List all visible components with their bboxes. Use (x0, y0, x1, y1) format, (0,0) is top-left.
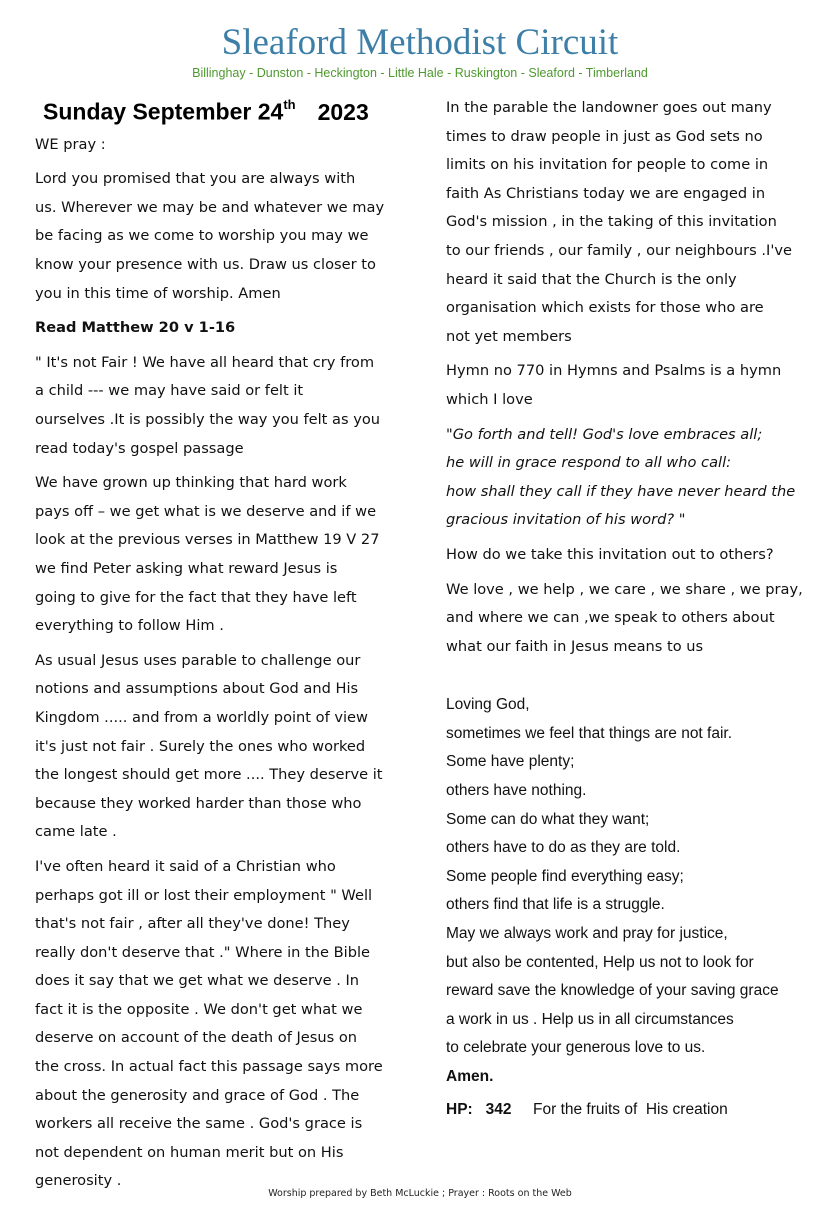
closing-prayer (446, 691, 816, 1063)
hymn-quote (446, 421, 816, 535)
text-line: sometimes we feel that things are not fair. (446, 724, 733, 742)
masthead (0, 22, 840, 80)
text-line: everything to follow Him . (35, 617, 224, 635)
text-line: God's mission , in the taking of this invitation (446, 213, 777, 231)
text-line: to celebrate your generous love to us. (446, 1039, 706, 1057)
hymn-intro (446, 357, 816, 414)
text-line: look at the previous verses in Matthew 19 V 27 (35, 531, 380, 549)
text-line: which I love (446, 390, 533, 408)
text-line: to our friends , our family , our neighbours .I've (446, 241, 792, 259)
text-line: Kingdom ..... and from a worldly point of view (35, 708, 368, 726)
text-line: perhaps got ill or lost their employment " Well (35, 886, 373, 904)
text-line: pays off – we get what is we deserve and if we (35, 502, 377, 520)
final-hymn-title: For the fruits of His creation (511, 1100, 728, 1118)
text-line: the longest should get more .... They deserve it (35, 766, 383, 784)
text-line: really don't deserve that ." Where in the Bible (35, 943, 370, 961)
amen: Amen. (446, 1068, 494, 1085)
text-line: going to give for the fact that they have left (35, 588, 357, 606)
text-line: Some can do what they want; (446, 810, 650, 828)
text-line: the cross. In actual fact this passage says more (35, 1058, 383, 1076)
credits-footer: Worship prepared by Beth McLuckie ; Prayer : Roots on the Web (268, 1188, 572, 1199)
we-pray-label: WE pray : (35, 135, 106, 153)
text-line: and where we can ,we speak to others about (446, 609, 775, 627)
text-line: limits on his invitation for people to come in (446, 156, 769, 174)
date-year: 2023 (317, 98, 369, 125)
text-line: notions and assumptions about God and His (35, 680, 359, 698)
paragraph-its-not-fair (35, 349, 405, 463)
text-line: how shall they call if they have never heard the (446, 482, 796, 500)
text-line: not dependent on human merit but on His (35, 1143, 344, 1161)
service-date-heading (43, 94, 405, 125)
text-line: Loving God, (446, 696, 530, 714)
final-hymn-number: HP: 342 (446, 1100, 512, 1118)
text-line: faith As Christians today we are engaged in (446, 184, 766, 202)
text-line: deserve on account of the death of Jesus on (35, 1029, 358, 1047)
final-hymn-text (446, 1101, 728, 1118)
text-line: read today's gospel passage (35, 439, 244, 457)
text-line: times to draw people in just as God sets no (446, 127, 763, 145)
left-column (35, 94, 405, 1202)
text-line: reward save the knowledge of your saving grace (446, 982, 779, 1000)
text-line: what our faith in Jesus means to us (446, 637, 704, 655)
invitation-question: How do we take this invitation out to others? (446, 545, 774, 563)
text-line: because they worked harder than those who (35, 794, 362, 812)
text-line: not yet members (446, 327, 572, 345)
text-line: does it say that we get what we deserve . In (35, 972, 360, 990)
text-line: others find that life is a struggle. (446, 896, 665, 914)
text-line: generosity . (35, 1172, 122, 1190)
text-line: about the generosity and grace of God . The (35, 1086, 360, 1104)
text-line: We love , we help , we care , we share , we pray, (446, 580, 803, 598)
text-line: we find Peter asking what reward Jesus is (35, 559, 338, 577)
text-line: know your presence with us. Draw us closer to (35, 256, 376, 274)
circuit-places: Billinghay - Dunston - Heckington - Little Hale - Ruskington - Sleaford - Timberland (192, 66, 648, 80)
right-column (446, 94, 816, 1130)
text-line: Some people find everything easy; (446, 867, 684, 885)
text-line: came late . (35, 823, 117, 841)
text-line: be facing as we come to worship you may we (35, 227, 369, 245)
text-line: fact it is the opposite . We don't get what we (35, 1000, 363, 1018)
text-line: he will in grace respond to all who call: (446, 454, 732, 472)
text-line: Lord you promised that you are always with (35, 170, 356, 188)
text-line: workers all receive the same . God's grace is (35, 1115, 363, 1133)
text-line: I've often heard it said of a Christian who (35, 857, 336, 875)
text-line: "Go forth and tell! God's love embraces all; (446, 425, 763, 443)
text-line: you in this time of worship. Amen (35, 284, 281, 302)
date-ordinal: th (283, 97, 296, 112)
paragraph-we-love (446, 576, 816, 662)
circuit-title: Sleaford Methodist Circuit (221, 22, 619, 63)
text-line: others have to do as they are told. (446, 839, 681, 857)
text-line: Some have plenty; (446, 753, 575, 771)
paragraph-grace (35, 853, 405, 1196)
paragraph-invitation (446, 94, 816, 351)
text-line: but also be contented, Help us not to look for (446, 953, 754, 971)
text-line: In the parable the landowner goes out many (446, 99, 772, 116)
text-line: a work in us . Help us in all circumstances (446, 1010, 734, 1028)
text-line: Hymn no 770 in Hymns and Psalms is a hymn (446, 362, 782, 380)
text-line: As usual Jesus uses parable to challenge our (35, 651, 361, 669)
paragraph-parable (35, 647, 405, 847)
opening-prayer (35, 165, 405, 308)
reading-reference: Read Matthew 20 v 1-16 (35, 319, 236, 337)
text-line: " It's not Fair ! We have all heard that cry from (35, 353, 375, 371)
text-line: organisation which exists for those who are (446, 299, 764, 317)
text-line: We have grown up thinking that hard work (35, 474, 347, 492)
date-day: Sunday September 24 (43, 98, 284, 125)
text-line: ourselves .It is possibly the way you felt as you (35, 411, 381, 428)
text-line: others have nothing. (446, 782, 587, 800)
text-line: that's not fair , after all they've done! They (35, 915, 350, 933)
text-line: us. Wherever we may be and whatever we may (35, 198, 385, 216)
text-line: heard it said that the Church is the only (446, 270, 737, 288)
text-line: May we always work and pray for justice, (446, 925, 728, 943)
text-line: gracious invitation of his word? " (446, 511, 686, 529)
final-hymn (446, 1096, 816, 1125)
text-line: it's just not fair . Surely the ones who worked (35, 737, 366, 755)
text-line: a child --- we may have said or felt it (35, 382, 304, 400)
paragraph-hard-work (35, 469, 405, 641)
